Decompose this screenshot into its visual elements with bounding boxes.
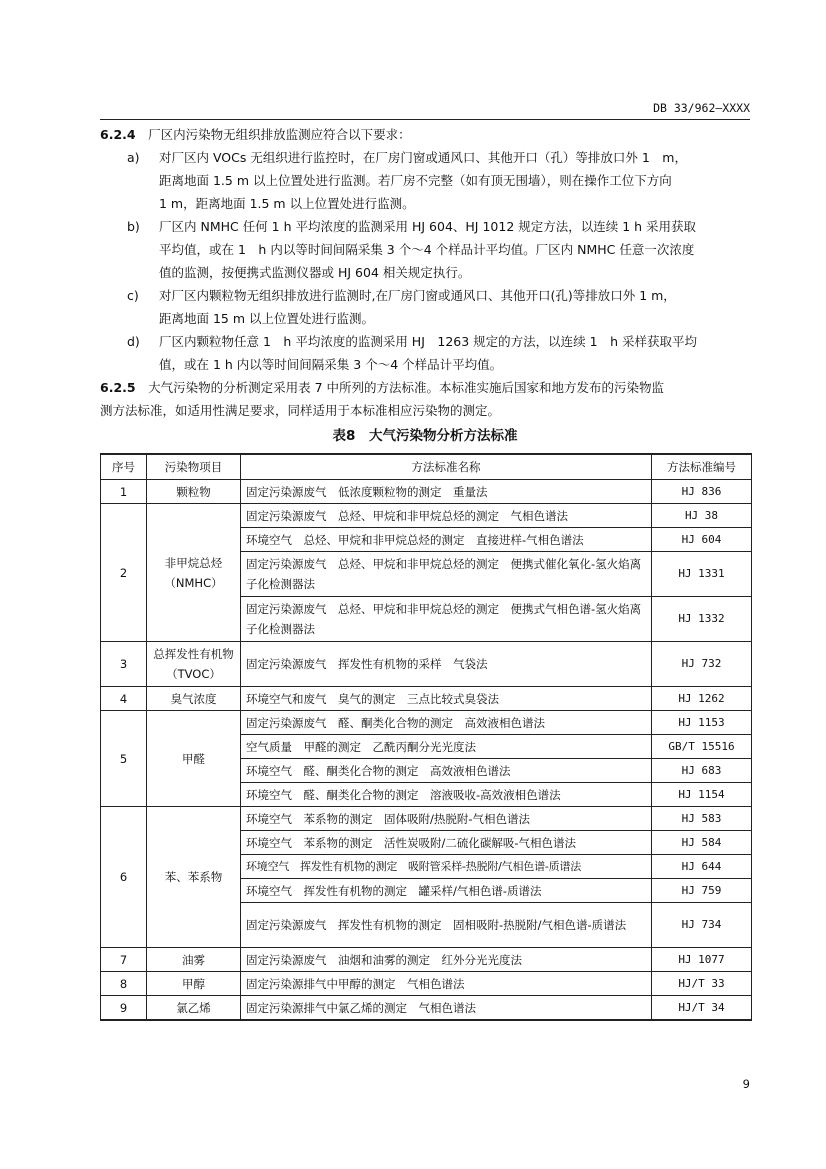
list-item-line: 1 m，距离地面 1.5 m 以上位置处进行监测。 <box>159 196 415 211</box>
code-cell: GB/T 15516 <box>652 735 752 759</box>
item-cell: 苯、苯系物 <box>147 807 241 948</box>
code-cell: HJ 604 <box>652 528 752 552</box>
item-cell: 非甲烷总烃（NMHC） <box>147 504 241 642</box>
list-item-line: 对厂区内颗粒物无组织排放进行监测时,在厂房门窗或通风口、其他开口(孔)等排放口外 1 m， <box>159 288 676 303</box>
method-cell: 空气质量 甲醛的测定 乙酰丙酮分光光度法 <box>241 735 652 759</box>
method-cell: 固定污染源废气 挥发性有机物的测定 固相吸附-热脱附/气相色谱-质谱法 <box>241 903 652 948</box>
code-cell: HJ 683 <box>652 759 752 783</box>
method-cell: 环境空气 醛、酮类化合物的测定 高效液相色谱法 <box>241 759 652 783</box>
code-cell: HJ 584 <box>652 831 752 855</box>
table-row <box>101 711 752 735</box>
method-cell: 固定污染源废气 挥发性有机物的采样 气袋法 <box>241 642 652 687</box>
table-row <box>101 642 752 687</box>
list-item-line: 距离地面 1.5 m 以上位置处进行监测。若厂房不完整（如有顶无围墙），则在操作工位下方向 <box>159 173 672 188</box>
table-row <box>101 948 752 972</box>
list-marker: a) <box>127 150 140 165</box>
seq-cell: 8 <box>101 972 147 996</box>
item-cell: 油雾 <box>147 948 241 972</box>
method-cell: 固定污染源排气中氯乙烯的测定 气相色谱法 <box>241 996 652 1021</box>
code-cell: HJ 732 <box>652 642 752 687</box>
code-cell: HJ 38 <box>652 504 752 528</box>
code-cell: HJ 1331 <box>652 552 752 597</box>
code-cell: HJ 1262 <box>652 687 752 711</box>
clause-text: 大气污染物的分析测定采用表 7 中所列的方法标准。本标准实施后国家和地方发布的污染物监 <box>148 380 665 395</box>
table-row <box>101 687 752 711</box>
seq-cell: 9 <box>101 996 147 1021</box>
list-item-line: 距离地面 15 m 以上位置处进行监测。 <box>159 311 375 326</box>
list-item-line: 厂区内 NMHC 任何 1 h 平均浓度的监测采用 HJ 604、HJ 1012 规定方法，以连续 1 h 采用获取 <box>159 219 697 234</box>
list-item-line: 值，或在 1 h 内以等时间间隔采集 3 个～4 个样品计平均值。 <box>159 357 503 372</box>
table-row <box>101 996 752 1021</box>
header-method: 方法标准名称 <box>241 454 652 480</box>
header-seq: 序号 <box>101 454 147 480</box>
methods-table <box>100 453 752 1021</box>
method-cell: 环境空气 挥发性有机物的测定 罐采样/气相色谱-质谱法 <box>241 879 652 903</box>
seq-cell: 1 <box>101 480 147 504</box>
page-number: 9 <box>742 1077 750 1091</box>
code-cell: HJ 1332 <box>652 597 752 642</box>
table-header-row <box>101 454 752 480</box>
seq-cell: 5 <box>101 711 147 807</box>
code-cell: HJ 734 <box>652 903 752 948</box>
clause-number: 6.2.5 <box>100 380 136 395</box>
clause-6-2-4-heading <box>100 123 411 146</box>
code-cell: HJ/T 34 <box>652 996 752 1021</box>
code-cell: HJ 1153 <box>652 711 752 735</box>
list-marker: b) <box>127 219 140 234</box>
header-divider <box>100 119 750 120</box>
clause-6-2-5-line: 测方法标准，如适用性满足要求，同样适用于本标准相应污染物的测定。 <box>100 403 501 418</box>
method-cell: 固定污染源废气 低浓度颗粒物的测定 重量法 <box>241 480 652 504</box>
table-row <box>101 480 752 504</box>
seq-cell: 3 <box>101 642 147 687</box>
code-cell: HJ 759 <box>652 879 752 903</box>
method-cell: 环境空气 总烃、甲烷和非甲烷总烃的测定 直接进样-气相色谱法 <box>241 528 652 552</box>
seq-cell: 6 <box>101 807 147 948</box>
method-cell: 环境空气和废气 臭气的测定 三点比较式臭袋法 <box>241 687 652 711</box>
table-row <box>101 972 752 996</box>
item-cell: 甲醛 <box>147 711 241 807</box>
table-row <box>101 504 752 528</box>
table-caption: 表8 大气污染物分析方法标准 <box>332 428 518 444</box>
code-cell: HJ 583 <box>652 807 752 831</box>
method-cell: 固定污染源排气中甲醇的测定 气相色谱法 <box>241 972 652 996</box>
seq-cell: 7 <box>101 948 147 972</box>
code-cell: HJ 836 <box>652 480 752 504</box>
method-cell: 环境空气 苯系物的测定 活性炭吸附/二硫化碳解吸-气相色谱法 <box>241 831 652 855</box>
code-cell: HJ 644 <box>652 855 752 879</box>
method-cell: 固定污染源废气 醛、酮类化合物的测定 高效液相色谱法 <box>241 711 652 735</box>
clause-6-2-5-line <box>100 376 664 399</box>
document-code: DB 33/962—XXXX <box>653 101 750 115</box>
method-cell: 固定污染源废气 总烃、甲烷和非甲烷总烃的测定 便携式催化氧化-氢火焰离子化检测器法 <box>241 552 652 597</box>
item-cell: 臭气浓度 <box>147 687 241 711</box>
list-marker: c) <box>127 288 139 303</box>
item-cell: 颗粒物 <box>147 480 241 504</box>
list-item-line: 厂区内颗粒物任意 1 h 平均浓度的监测采用 HJ 1263 规定的方法，以连续 1 h 采样获取平均 <box>159 334 697 349</box>
method-cell: 环境空气 挥发性有机物的测定 吸附管采样-热脱附/气相色谱-质谱法 <box>241 855 652 879</box>
list-item-line: 值的监测，按便携式监测仪器或 HJ 604 相关规定执行。 <box>159 265 471 280</box>
seq-cell: 4 <box>101 687 147 711</box>
item-cell: 甲醇 <box>147 972 241 996</box>
code-cell: HJ 1154 <box>652 783 752 807</box>
method-cell: 环境空气 苯系物的测定 固体吸附/热脱附-气相色谱法 <box>241 807 652 831</box>
list-marker: d) <box>127 334 140 349</box>
clause-number: 6.2.4 <box>100 127 136 142</box>
method-cell: 固定污染源废气 总烃、甲烷和非甲烷总烃的测定 气相色谱法 <box>241 504 652 528</box>
method-cell: 固定污染源废气 总烃、甲烷和非甲烷总烃的测定 便携式气相色谱-氢火焰离子化检测器法 <box>241 597 652 642</box>
header-item: 污染物项目 <box>147 454 241 480</box>
code-cell: HJ 1077 <box>652 948 752 972</box>
list-item-line: 对厂区内 VOCs 无组织进行监控时，在厂房门窗或通风口、其他开口（孔）等排放口外 1 m， <box>159 150 687 165</box>
header-code: 方法标准编号 <box>652 454 752 480</box>
method-cell: 环境空气 醛、酮类化合物的测定 溶液吸收-高效液相色谱法 <box>241 783 652 807</box>
clause-title: 厂区内污染物无组织排放监测应符合以下要求： <box>148 127 411 142</box>
list-item-line: 平均值，或在 1 h 内以等时间间隔采集 3 个～4 个样品计平均值。厂区内 NMHC 任意一次浓度 <box>159 242 695 257</box>
item-cell: 总挥发性有机物（TVOC） <box>147 642 241 687</box>
code-cell: HJ/T 33 <box>652 972 752 996</box>
item-cell: 氯乙烯 <box>147 996 241 1021</box>
table-row <box>101 807 752 831</box>
method-cell: 固定污染源废气 油烟和油雾的测定 红外分光光度法 <box>241 948 652 972</box>
seq-cell: 2 <box>101 504 147 642</box>
